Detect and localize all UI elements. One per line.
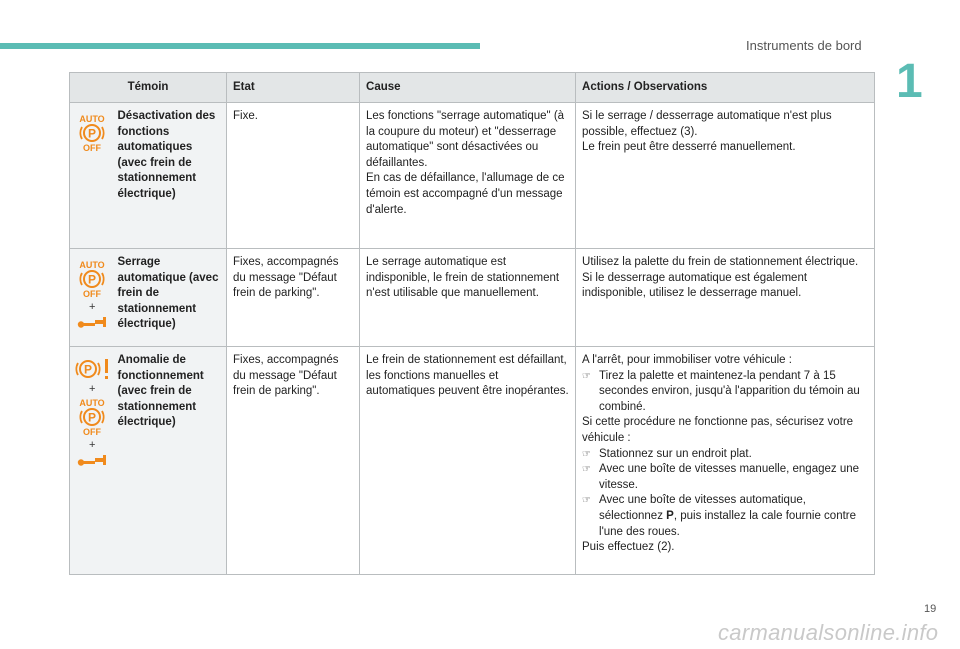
row-name: Serrage automatique (avec frein de stationnement électrique) <box>115 249 227 347</box>
row-name: Anomalie de fonctionnement (avec frein de stationnement électrique) <box>115 347 227 575</box>
gear-p-label: P <box>666 509 674 522</box>
row-cause: Le frein de stationnement est défaillant, les fonctions manuelles et automatiques peuvent être inopérantes. <box>360 347 576 575</box>
action-line: Si le desserrage automatique est également indisponible, utilisez le desserrage manuel. <box>582 271 808 300</box>
row-etat: Fixes, accompagnés du message "Défaut frein de parking". <box>227 249 360 347</box>
svg-text:OFF: OFF <box>83 427 102 437</box>
header-temoin: Témoin <box>70 73 227 103</box>
table-header-row <box>70 73 875 103</box>
list-item <box>582 493 869 540</box>
svg-text:AUTO: AUTO <box>79 114 105 124</box>
header-cause: Cause <box>360 73 576 103</box>
page-number: 19 <box>924 603 937 615</box>
top-accent-bar <box>0 43 480 49</box>
row-etat: Fixes, accompagnés du message "Défaut frein de parking". <box>227 347 360 575</box>
row-actions <box>576 249 875 347</box>
svg-text:P: P <box>88 410 97 425</box>
plus-sign: + <box>89 383 96 395</box>
action-bullets <box>582 369 869 416</box>
parking-brake-fault-icon <box>72 357 112 381</box>
plus-sign: + <box>89 439 96 451</box>
svg-text:AUTO: AUTO <box>79 260 105 270</box>
action-outro: Puis effectuez (2). <box>582 541 675 554</box>
row-cause: Les fonctions "serrage automatique" (à la coupure du moteur) et "desserrage automatique" sont désactivées ou défaillantes. En cas de défaillance, l'allumage de ce témoin est accompagné d'un message d'alerte. <box>360 103 576 249</box>
row-icons <box>70 347 115 575</box>
auto-off-parking-icon <box>76 113 108 153</box>
section-title: Instruments de bord <box>746 38 862 53</box>
list-item: ☞ Tirez la palette et maintenez-la pendant 7 à 15 secondes environ, jusqu'à l'apparition du témoin au combiné. <box>582 369 869 416</box>
svg-text:AUTO: AUTO <box>79 398 105 408</box>
svg-text:OFF: OFF <box>83 289 102 299</box>
row-cause: Le serrage automatique est indisponible, le frein de stationnement n'est utilisable que manuellement. <box>360 249 576 347</box>
auto-off-parking-icon <box>76 259 108 299</box>
row-icons <box>70 249 115 347</box>
table-row <box>70 249 875 347</box>
wrench-icon <box>77 453 107 467</box>
row-actions <box>576 347 875 575</box>
table-row <box>70 103 875 249</box>
action-line: Le frein peut être desserré manuellement. <box>582 141 796 154</box>
svg-text:OFF: OFF <box>83 143 102 153</box>
svg-text:P: P <box>88 272 97 287</box>
chapter-number: 1 <box>896 55 923 108</box>
action-intro: A l'arrêt, pour immobiliser votre véhicule : <box>582 354 792 366</box>
action-line: Si le serrage / desserrage automatique n'est plus possible, effectuez (3). <box>582 110 832 138</box>
auto-off-parking-icon <box>76 397 108 437</box>
table-row <box>70 347 875 575</box>
row-icons <box>70 103 115 249</box>
svg-text:P: P <box>84 362 93 377</box>
plus-sign: + <box>89 301 96 313</box>
wrench-icon <box>77 315 107 329</box>
row-name: Désactivation des fonctions automatiques (avec frein de stationnement électrique) <box>115 103 227 249</box>
row-etat: Fixe. <box>227 103 360 249</box>
action-bullets <box>582 447 869 541</box>
header-actions: Actions / Observations <box>576 73 875 103</box>
svg-text:P: P <box>88 126 97 141</box>
list-item: ☞ Avec une boîte de vitesses manuelle, engagez une vitesse. <box>582 462 869 493</box>
bullet-text: , puis installez la cale fournie contre l'une des roues. <box>599 509 857 538</box>
list-item: ☞ Stationnez sur un endroit plat. <box>582 447 869 463</box>
header-etat: Etat <box>227 73 360 103</box>
watermark: carmanualsonline.info <box>718 620 939 645</box>
warning-lights-table <box>69 72 875 575</box>
action-line: Utilisez la palette du frein de stationnement électrique. <box>582 256 859 268</box>
bullet-text: Avec une boîte de vitesses automatique, sélectionnez <box>599 494 806 522</box>
action-mid: Si cette procédure ne fonctionne pas, sécurisez votre véhicule : <box>582 416 854 444</box>
row-actions <box>576 103 875 249</box>
